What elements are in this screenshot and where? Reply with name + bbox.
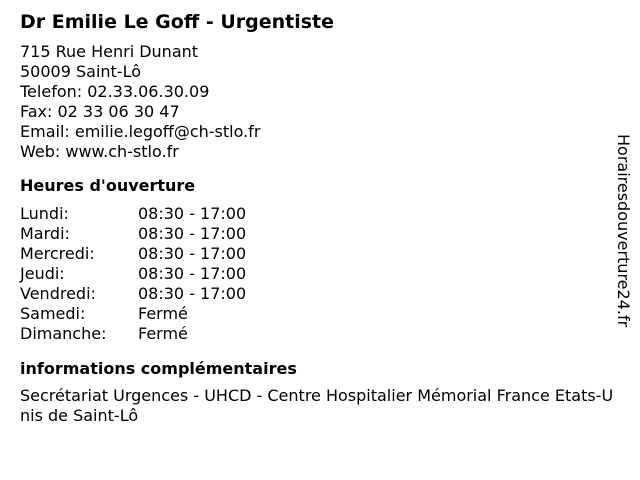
day-label: Mercredi: [20, 244, 95, 263]
day-label: Vendredi: [20, 284, 96, 303]
opening-hours-table [20, 204, 620, 344]
hours-value: 08:30 - 17:00 [138, 284, 247, 303]
opening-hours-heading: Heures d'ouverture [20, 176, 196, 195]
hours-value: 08:30 - 17:00 [138, 204, 247, 223]
hours-row-sunday [20, 324, 620, 344]
hours-row-monday [20, 204, 620, 224]
website: Web: www.ch-stlo.fr [20, 142, 179, 161]
hours-row-thursday [20, 264, 620, 284]
page-title: Dr Emilie Le Goff - Urgentiste [20, 11, 335, 33]
hours-row-wednesday [20, 244, 620, 264]
hours-value: Fermé [138, 324, 188, 343]
day-label: Samedi: [20, 304, 86, 323]
phone-number: Telefon: 02.33.06.30.09 [20, 82, 210, 101]
day-label: Dimanche: [20, 324, 107, 343]
additional-info-heading: informations complémentaires [20, 359, 297, 378]
day-label: Jeudi: [20, 264, 65, 283]
hours-row-saturday [20, 304, 620, 324]
street-address: 715 Rue Henri Dunant [20, 42, 199, 61]
additional-info-text: Secrétariat Urgences - UHCD - Centre Hospitalier Mémorial France Etats-Unis de Saint-Lô [20, 386, 614, 425]
city-postcode: 50009 Saint-Lô [20, 62, 141, 81]
hours-row-friday [20, 284, 620, 304]
day-label: Mardi: [20, 224, 70, 243]
fax-number: Fax: 02 33 06 30 47 [20, 102, 180, 121]
hours-value: 08:30 - 17:00 [138, 224, 247, 243]
day-label: Lundi: [20, 204, 69, 223]
hours-row-tuesday [20, 224, 620, 244]
site-watermark: Horairesdouverture24.fr [614, 134, 633, 328]
email-address: Email: emilie.legoff@ch-stlo.fr [20, 122, 261, 141]
hours-value: 08:30 - 17:00 [138, 244, 247, 263]
hours-value: Fermé [138, 304, 188, 323]
hours-value: 08:30 - 17:00 [138, 264, 247, 283]
listing-card [20, 10, 620, 426]
